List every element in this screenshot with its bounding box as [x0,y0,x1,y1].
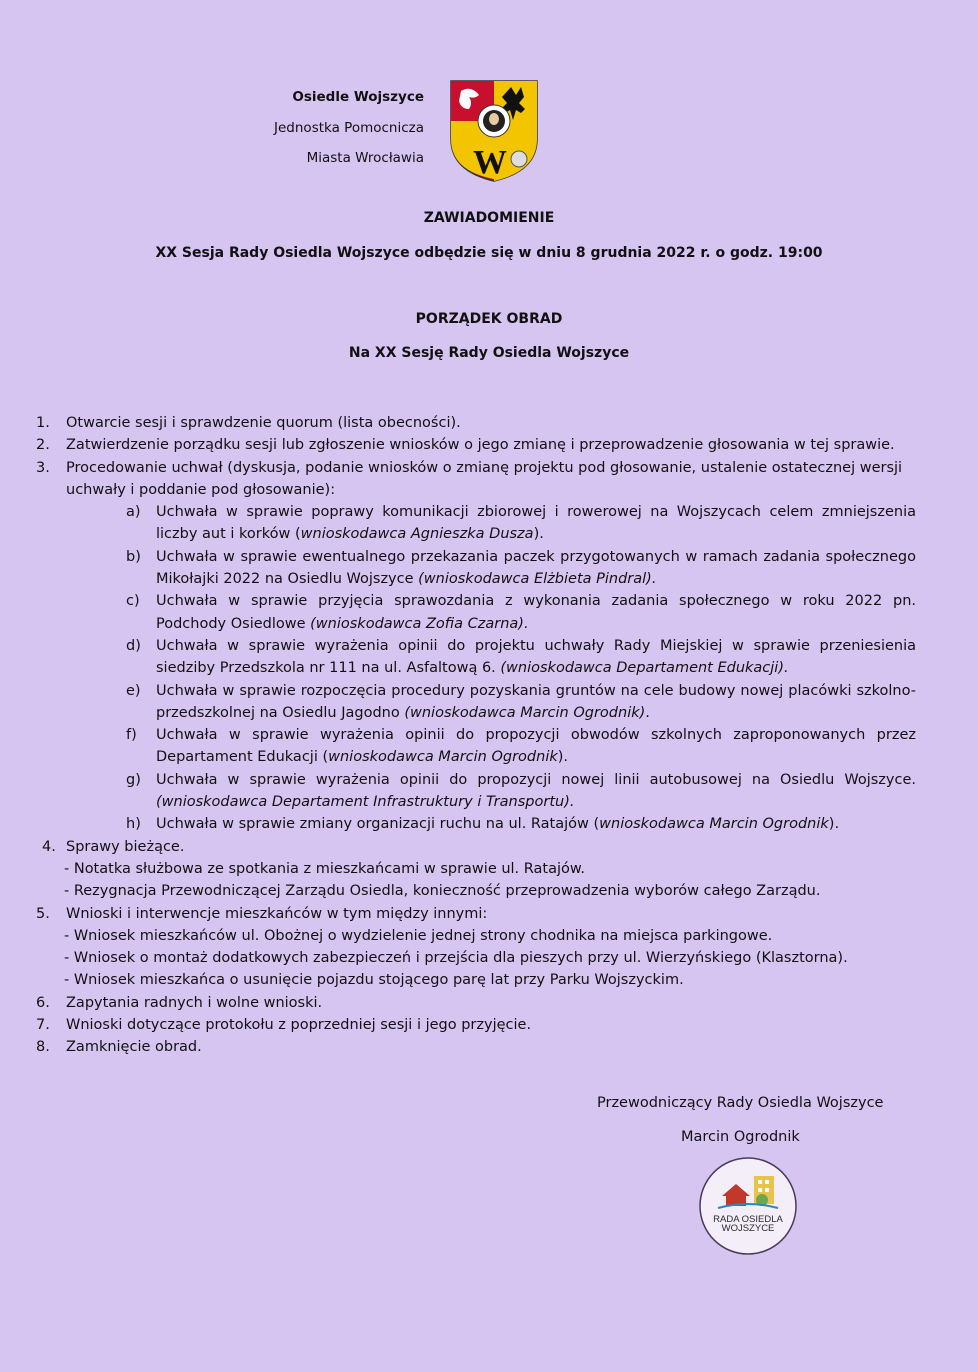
resident-motion: - Wniosek o montaż dodatkowych zabezpieczeń i przejścia dla pieszych przy ul. Wierzyńskiego (Klasztorna). [64,950,848,967]
logo-line2: WOJSZYCE [721,1223,775,1234]
agenda-subtitle: Na XX Sesję Rady Osiedla Wojszyce [348,345,630,361]
resolution-item: h) Uchwała w sprawie zmiany organizacji ruchu na ul. Ratajów (wnioskodawca Marcin Ogrodnik). [126,816,840,833]
resolution-item: c) Uchwała w sprawie przyjęcia sprawozdania z wykonania zadania społecznego w roku 2022 pn. Podchody Osiedlowe (wnioskodawca Zofia Czarna). [126,593,916,632]
agenda-list [0,412,978,1059]
resolution-item: a) Uchwała w sprawie poprawy komunikacji zbiorowej i rowerowej na Wojszycach celem zmniejszenia liczby aut i korków (wnioskodawca Agnieszka Dusza). [126,504,916,543]
current-matter: - Notatka służbowa ze spotkania z mieszkańcami w sprawie ul. Ratajów. [64,860,586,877]
resolution-item: b) Uchwała w sprawie ewentualnego przekazania paczek przygotowanych w ramach zadania społecznego Mikołajki 2022 na Osiedlu Wojszyce (wnioskodawca Elżbieta Pindral). [126,548,916,588]
org-name: Osiedle Wojszyce [292,89,424,105]
crest-letter: W [473,144,507,181]
logo-line1: RADA OSIEDLA [713,1214,783,1225]
wroclaw-crest-icon [449,79,539,183]
signature-name: Marcin Ogrodnik [681,1129,800,1145]
notice-title: ZAWIADOMIENIE [423,210,555,226]
resident-motion: - Wniosek mieszkańca o usunięcie pojazdu stojącego parę lat przy Parku Wojszyckim. [64,972,684,989]
list-item: 3. Procedowanie uchwał (dyskusja, podanie wniosków o zmianę projektu pod głosowanie, ustalenie ostatecznej wersji uchwały i poddanie pod głosowanie): [36,459,903,498]
resolution-item: g) Uchwała w sprawie wyrażenia opinii do propozycji nowej linii autobusowej na Osiedlu Wojszyce. (wnioskodawca Departament Infrastruktury i Transportu). [126,771,916,811]
city-line: Miasta Wrocławia [306,150,424,166]
list-item: 6. Zapytania radnych i wolne wnioski. [36,994,323,1011]
unit-line: Jednostka Pomocnicza [274,119,424,136]
agenda-title: PORZĄDEK OBRAD [415,311,563,327]
list-item: 2. Zatwierdzenie porządku sesji lub zgłoszenie wniosków o jego zmianę i przeprowadzenie głosowania w tej sprawie. [36,437,895,454]
resident-motion: - Wniosek mieszkańców ul. Obożnej o wydzielenie jednej strony chodnika na miejsca parkingowe. [64,927,773,944]
resolution-item: e) Uchwała w sprawie rozpoczęcia procedury pozyskania gruntów na cele budowy nowej placówki szkolno-przedszkolnej na Osiedlu Jagodno (wnioskodawca Marcin Ogrodnik). [126,682,916,721]
rada-osiedla-logo-icon [698,1156,798,1256]
notice-subtitle: XX Sesja Rady Osiedla Wojszyce odbędzie się w dniu 8 grudnia 2022 r. o godz. 19:00 [155,245,823,261]
list-item: 1. Otwarcie sesji i sprawdzenie quorum (lista obecności). [36,415,461,431]
list-item: 4. Sprawy bieżące. [42,838,185,855]
list-item: 8. Zamknięcie obrad. [36,1039,202,1056]
header-address [274,82,424,174]
signature-role: Przewodniczący Rady Osiedla Wojszyce [597,1095,884,1111]
current-matter: - Rezygnacja Przewodniczącej Zarządu Osiedla, konieczność przeprowadzenia wyborów całego Zarządu. [64,883,821,900]
resolution-item: f) Uchwała w sprawie wyrażenia opinii do propozycji obwodów szkolnych zaproponowanych przez Departament Edukacji (wnioskodawca Marcin Ogrodnik). [126,727,916,766]
resolution-item: d) Uchwała w sprawie wyrażenia opinii do projektu uchwały Rady Miejskiej w sprawie przeniesienia siedziby Przedszkola nr 111 na ul. Asfaltową 6. (wnioskodawca Departament Edukacji). [126,637,916,677]
list-item: 5. Wnioski i interwencje mieszkańców w tym między innymi: [36,905,488,922]
list-item: 7. Wnioski dotyczące protokołu z poprzedniej sesji i jego przyjęcie. [36,1017,532,1034]
